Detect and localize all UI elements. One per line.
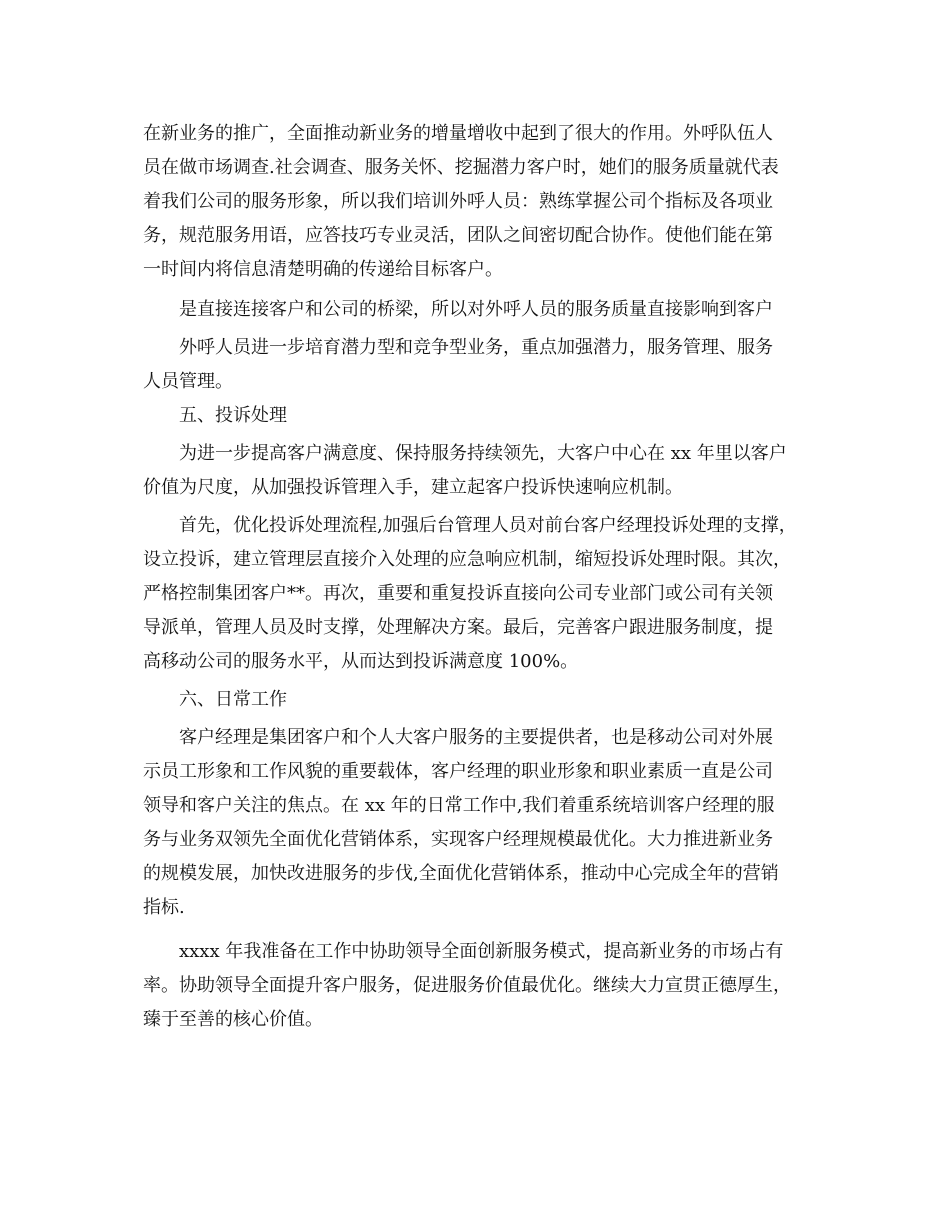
body-text-line: 价值为尺度，从加强投诉管理入手，建立起客户投诉快速响应机制。 xyxy=(143,477,683,498)
body-text-line: 臻于至善的核心价值。 xyxy=(143,1009,323,1030)
body-text-line: 严格控制集团客户**。再次，重要和重复投诉直接向公司专业部门或公司有关领 xyxy=(143,583,773,604)
body-text-line: 设立投诉，建立管理层直接介入处理的应急响应机制，缩短投诉处理时限。其次， xyxy=(143,549,791,570)
body-text-line: 是直接连接客户和公司的桥梁，所以对外呼人员的服务质量直接影响到客户 xyxy=(179,299,773,320)
body-text-line: 领导和客户关注的焦点。在 xx 年的日常工作中,我们着重系统培训客户经理的服 xyxy=(143,795,775,816)
body-text-line: 员在做市场调查.社会调查、服务关怀、挖掘潜力客户时，她们的服务质量就代表 xyxy=(143,157,779,178)
body-text-line: 示员工形象和工作风貌的重要载体，客户经理的职业形象和职业素质一直是公司 xyxy=(143,761,773,782)
body-text-line: 首先，优化投诉处理流程,加强后台管理人员对前台客户经理投诉处理的支撑， xyxy=(179,515,797,536)
body-text-line: 一时间内将信息清楚明确的传递给目标客户。 xyxy=(143,259,503,280)
body-text-line: 务与业务双领先全面优化营销体系，实现客户经理规模最优化。大力推进新业务 xyxy=(143,829,773,850)
body-text-line: 导派单，管理人员及时支撑，处理解决方案。最后，完善客户跟进服务制度，提 xyxy=(143,617,773,638)
body-text-line: 着我们公司的服务形象，所以我们培训外呼人员：熟练掌握公司个指标及各项业 xyxy=(143,191,773,212)
body-text-line: 为进一步提高客户满意度、保持服务持续领先，大客户中心在 xx 年里以客户 xyxy=(179,443,787,464)
body-text-line: xxxx 年我准备在工作中协助领导全面创新服务模式，提高新业务的市场占有 xyxy=(179,941,784,962)
body-text-line: 外呼人员进一步培育潜力型和竞争型业务，重点加强潜力，服务管理、服务 xyxy=(179,337,773,358)
section-heading: 六、日常工作 xyxy=(179,689,287,710)
section-heading: 五、投诉处理 xyxy=(179,405,287,426)
body-text-line: 务，规范服务用语，应答技巧专业灵活，团队之间密切配合协作。使他们能在第 xyxy=(143,225,773,246)
body-text-line: 率。协助领导全面提升客户服务，促进服务价值最优化。继续大力宣贯正德厚生， xyxy=(143,975,791,996)
body-text-line: 在新业务的推广，全面推动新业务的增量增收中起到了很大的作用。外呼队伍人 xyxy=(143,123,773,144)
body-text-line: 高移动公司的服务水平，从而达到投诉满意度 100%。 xyxy=(143,651,579,672)
body-text-line: 指标. xyxy=(143,897,185,918)
body-text-line: 客户经理是集团客户和个人大客户服务的主要提供者，也是移动公司对外展 xyxy=(179,727,773,748)
body-text-line: 人员管理。 xyxy=(143,371,233,392)
body-text-line: 的规模发展，加快改进服务的步伐,全面优化营销体系，推动中心完成全年的营销 xyxy=(143,863,779,884)
